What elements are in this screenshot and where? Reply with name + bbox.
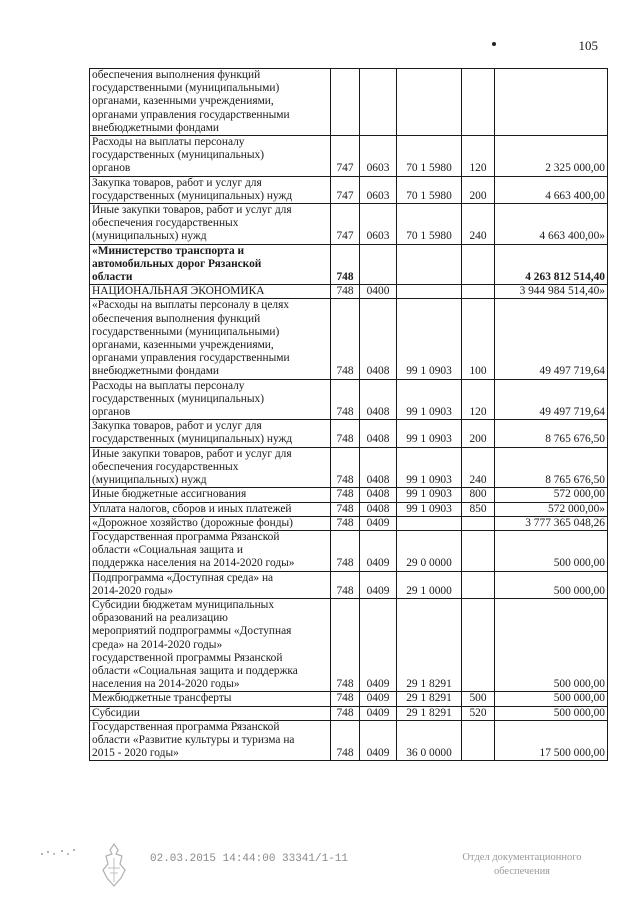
row-sum-cell: 500 000,00: [495, 692, 608, 706]
row-admin-code-cell: 748: [331, 447, 360, 488]
row-expense-type-cell: 240: [462, 204, 495, 245]
row-name-cell: Государственная программа Рязанской области «Социальная защита и поддержка населения на 2014-2020 годы»: [90, 530, 331, 571]
row-section-cell: 0409: [360, 571, 397, 598]
row-name-cell: «Дорожное хозяйство (дорожные фонды): [90, 516, 331, 530]
row-admin-code-cell: [331, 69, 360, 136]
table-row: [90, 488, 608, 502]
coat-of-arms-icon: [95, 842, 133, 888]
row-section-cell: 0408: [360, 420, 397, 447]
scan-mark-icon: [38, 846, 78, 858]
table-row: [90, 244, 608, 285]
row-name-cell: Подпрограмма «Доступная среда» на 2014-2020 годы»: [90, 571, 331, 598]
row-expense-type-cell: 500: [462, 692, 495, 706]
row-expense-type-cell: [462, 69, 495, 136]
row-sum-cell: 500 000,00: [495, 598, 608, 691]
row-target-article-cell: [397, 285, 462, 299]
footer-datetime: 02.03.2015 14:44:00: [150, 853, 276, 865]
row-section-cell: 0409: [360, 720, 397, 761]
table-row: [90, 136, 608, 177]
footer-department: [452, 851, 592, 879]
row-section-cell: [360, 244, 397, 285]
row-admin-code-cell: 748: [331, 706, 360, 720]
row-target-article-cell: [397, 516, 462, 530]
row-section-cell: 0409: [360, 516, 397, 530]
row-expense-type-cell: [462, 285, 495, 299]
table-row: [90, 502, 608, 516]
row-name-cell: Иные закупки товаров, работ и услуг для обеспечения государственных (муниципальных) нужд: [90, 204, 331, 245]
row-section-cell: 0409: [360, 706, 397, 720]
row-expense-type-cell: [462, 516, 495, 530]
row-section-cell: 0603: [360, 204, 397, 245]
row-expense-type-cell: 120: [462, 136, 495, 177]
row-target-article-cell: 70 1 5980: [397, 136, 462, 177]
row-section-cell: 0603: [360, 136, 397, 177]
table-row: [90, 598, 608, 691]
table-row: [90, 379, 608, 420]
row-expense-type-cell: 850: [462, 502, 495, 516]
budget-table: [89, 68, 608, 761]
row-admin-code-cell: 748: [331, 720, 360, 761]
row-name-cell: Расходы на выплаты персоналу государственных (муниципальных) органов: [90, 379, 331, 420]
row-admin-code-cell: 747: [331, 176, 360, 203]
row-name-cell: «Расходы на выплаты персоналу в целях обеспечения выполнения функций государственными (муниципальными) органами, казенными учреждениями, органами управления государственными внебюджетными фондами: [90, 299, 331, 379]
row-sum-cell: 8 765 676,50: [495, 447, 608, 488]
row-section-cell: 0408: [360, 488, 397, 502]
row-name-cell: обеспечения выполнения функций государственными (муниципальными) органами, казенными учреждениями, органами управления государственными внебюджетными фондами: [90, 69, 331, 136]
row-sum-cell: 49 497 719,64: [495, 299, 608, 379]
row-target-article-cell: 99 1 0903: [397, 379, 462, 420]
row-section-cell: 0408: [360, 299, 397, 379]
row-expense-type-cell: 800: [462, 488, 495, 502]
row-sum-cell: 17 500 000,00: [495, 720, 608, 761]
row-sum-cell: 4 263 812 514,40: [495, 244, 608, 285]
row-name-cell: Закупка товаров, работ и услуг для государственных (муниципальных) нужд: [90, 176, 331, 203]
row-name-cell: Субсидии бюджетам муниципальных образований на реализацию мероприятий подпрограммы «Доступная среда» на 2014-2020 годы» государственной программы Рязанской области «Социальная защита и поддержка населения на 2014-2020 годы»: [90, 598, 331, 691]
row-name-cell: «Министерство транспорта и автомобильных дорог Рязанской области: [90, 244, 331, 285]
table-row: [90, 706, 608, 720]
row-name-cell: Государственная программа Рязанской области «Развитие культуры и туризма на 2015 - 2020 годы»: [90, 720, 331, 761]
row-name-cell: Иные закупки товаров, работ и услуг для обеспечения государственных (муниципальных) нужд: [90, 447, 331, 488]
row-expense-type-cell: 100: [462, 299, 495, 379]
row-target-article-cell: 70 1 5980: [397, 176, 462, 203]
row-expense-type-cell: [462, 571, 495, 598]
row-target-article-cell: 29 1 8291: [397, 706, 462, 720]
table-row: [90, 530, 608, 571]
row-name-cell: Закупка товаров, работ и услуг для государственных (муниципальных) нужд: [90, 420, 331, 447]
row-name-cell: Субсидии: [90, 706, 331, 720]
row-sum-cell: 500 000,00: [495, 706, 608, 720]
row-name-cell: Уплата налогов, сборов и иных платежей: [90, 502, 331, 516]
row-name-cell: Межбюджетные трансферты: [90, 692, 331, 706]
row-target-article-cell: 99 1 0903: [397, 502, 462, 516]
row-target-article-cell: 99 1 0903: [397, 488, 462, 502]
row-target-article-cell: 29 1 8291: [397, 692, 462, 706]
row-sum-cell: 49 497 719,64: [495, 379, 608, 420]
table-row: [90, 571, 608, 598]
row-target-article-cell: 36 0 0000: [397, 720, 462, 761]
row-admin-code-cell: 748: [331, 379, 360, 420]
table-row: [90, 720, 608, 761]
row-sum-cell: [495, 69, 608, 136]
row-admin-code-cell: 748: [331, 692, 360, 706]
row-sum-cell: 3 777 365 048,26: [495, 516, 608, 530]
row-admin-code-cell: 748: [331, 488, 360, 502]
row-admin-code-cell: 747: [331, 136, 360, 177]
row-expense-type-cell: [462, 244, 495, 285]
row-expense-type-cell: [462, 720, 495, 761]
row-sum-cell: 572 000,00: [495, 488, 608, 502]
row-sum-cell: 8 765 676,50: [495, 420, 608, 447]
row-admin-code-cell: 748: [331, 244, 360, 285]
table-row: [90, 692, 608, 706]
page-number: 105: [578, 38, 598, 53]
row-target-article-cell: 99 1 0903: [397, 420, 462, 447]
row-expense-type-cell: [462, 530, 495, 571]
row-sum-cell: 2 325 000,00: [495, 136, 608, 177]
row-admin-code-cell: 748: [331, 516, 360, 530]
row-section-cell: 0409: [360, 530, 397, 571]
row-expense-type-cell: 200: [462, 420, 495, 447]
row-target-article-cell: 70 1 5980: [397, 204, 462, 245]
row-admin-code-cell: 748: [331, 285, 360, 299]
row-expense-type-cell: 240: [462, 447, 495, 488]
row-target-article-cell: 29 1 8291: [397, 598, 462, 691]
table-row: [90, 447, 608, 488]
table-row: [90, 176, 608, 203]
row-admin-code-cell: 748: [331, 571, 360, 598]
row-sum-cell: 500 000,00: [495, 530, 608, 571]
row-admin-code-cell: 747: [331, 204, 360, 245]
row-section-cell: 0603: [360, 176, 397, 203]
table-row: [90, 516, 608, 530]
row-expense-type-cell: 120: [462, 379, 495, 420]
table-row: [90, 204, 608, 245]
row-sum-cell: 4 663 400,00: [495, 176, 608, 203]
row-target-article-cell: [397, 244, 462, 285]
row-name-cell: НАЦИОНАЛЬНАЯ ЭКОНОМИКА: [90, 285, 331, 299]
row-section-cell: [360, 69, 397, 136]
ink-dot: [492, 42, 496, 46]
row-name-cell: Расходы на выплаты персоналу государственных (муниципальных) органов: [90, 136, 331, 177]
row-sum-cell: 3 944 984 514,40»: [495, 285, 608, 299]
row-section-cell: 0408: [360, 502, 397, 516]
row-expense-type-cell: 520: [462, 706, 495, 720]
row-section-cell: 0409: [360, 692, 397, 706]
row-admin-code-cell: 748: [331, 420, 360, 447]
row-section-cell: 0408: [360, 379, 397, 420]
row-admin-code-cell: 748: [331, 502, 360, 516]
table-row: [90, 420, 608, 447]
footer-doc-number: 33341/1-11: [282, 853, 349, 865]
row-target-article-cell: 99 1 0903: [397, 299, 462, 379]
row-target-article-cell: 29 1 0000: [397, 571, 462, 598]
footer-department-text: Отдел документационного обеспечения: [462, 852, 582, 877]
row-admin-code-cell: 748: [331, 598, 360, 691]
row-section-cell: 0409: [360, 598, 397, 691]
row-target-article-cell: 99 1 0903: [397, 447, 462, 488]
row-section-cell: 0408: [360, 447, 397, 488]
row-section-cell: 0400: [360, 285, 397, 299]
row-target-article-cell: 29 0 0000: [397, 530, 462, 571]
row-sum-cell: 4 663 400,00»: [495, 204, 608, 245]
row-admin-code-cell: 748: [331, 299, 360, 379]
table-row: [90, 299, 608, 379]
row-expense-type-cell: 200: [462, 176, 495, 203]
row-expense-type-cell: [462, 598, 495, 691]
row-sum-cell: 572 000,00»: [495, 502, 608, 516]
row-name-cell: Иные бюджетные ассигнования: [90, 488, 331, 502]
row-admin-code-cell: 748: [331, 530, 360, 571]
table-row: [90, 69, 608, 136]
table-row: [90, 285, 608, 299]
row-target-article-cell: [397, 69, 462, 136]
row-sum-cell: 500 000,00: [495, 571, 608, 598]
budget-table-body: [90, 69, 608, 761]
